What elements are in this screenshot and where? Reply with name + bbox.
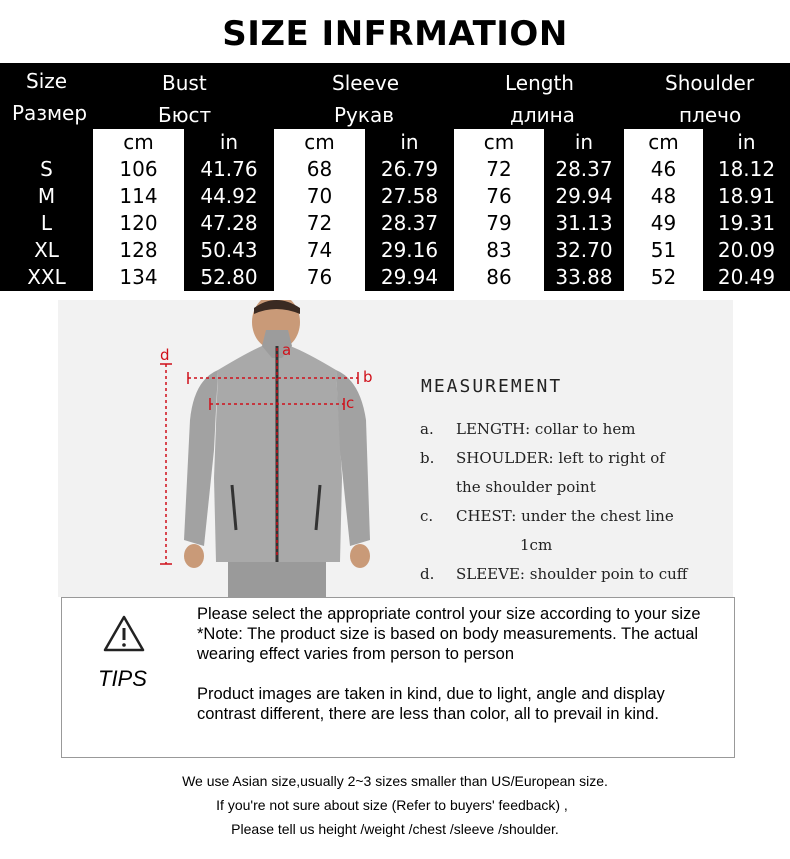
column-header-length-ru: длина bbox=[510, 103, 575, 127]
size-label: L bbox=[40, 211, 53, 235]
table-cell: 20.09 bbox=[703, 237, 790, 264]
table-cell: 114 bbox=[93, 183, 184, 210]
column-header-shoulder-ru: плечо bbox=[679, 103, 742, 127]
size-label: XXL bbox=[27, 265, 66, 289]
measurement-length: LENGTH: collar to hem bbox=[456, 420, 636, 438]
table-cell: 72 bbox=[454, 156, 544, 183]
measurement-title: MEASUREMENT bbox=[421, 376, 563, 397]
measurement-shoulder-cont: the shoulder point bbox=[456, 478, 596, 496]
measurement-sleeve: SLEEVE: shoulder poin to cuff bbox=[456, 565, 688, 583]
marker-c: c bbox=[346, 394, 355, 412]
table-cell: 29.16 bbox=[365, 237, 454, 264]
table-cell: 20.49 bbox=[703, 264, 790, 291]
table-cell: 86 bbox=[454, 264, 544, 291]
size-header-ru: Размер bbox=[12, 101, 88, 125]
size-label: M bbox=[37, 184, 56, 208]
footer-note-feedback: If you're not sure about size (Refer to buyers' feedback) , bbox=[216, 797, 568, 813]
table-cell: 50.43 bbox=[184, 237, 274, 264]
size-header-en: Size bbox=[26, 69, 68, 93]
table-cell: 52 bbox=[624, 264, 703, 291]
marker-b: b bbox=[363, 368, 373, 386]
measurement-key-a: a. bbox=[420, 420, 434, 438]
measurement-key-d: d. bbox=[420, 565, 435, 583]
table-cell: 48 bbox=[624, 183, 703, 210]
table-cell: 52.80 bbox=[184, 264, 274, 291]
table-cell: 28.37 bbox=[544, 156, 624, 183]
footer-note-sizing: We use Asian size,usually 2~3 sizes smaller than US/European size. bbox=[182, 773, 608, 789]
table-cell: 49 bbox=[624, 210, 703, 237]
table-cell: 29.94 bbox=[544, 183, 624, 210]
table-cell: 76 bbox=[454, 183, 544, 210]
column-header-sleeve-ru: Рукав bbox=[334, 103, 395, 127]
column-header-bust: Bust bbox=[162, 71, 207, 95]
table-cell: 27.58 bbox=[365, 183, 454, 210]
table-cell: 29.94 bbox=[365, 264, 454, 291]
unit-length-cm: cm bbox=[454, 129, 544, 156]
tip-line: contrast different, there are less than color, all to prevail in kind. bbox=[197, 705, 659, 723]
table-cell: 32.70 bbox=[544, 237, 624, 264]
measurement-panel bbox=[58, 300, 733, 597]
measurement-chest-cont: 1cm bbox=[520, 536, 553, 554]
footer-note-request: Please tell us height /weight /chest /sleeve /shoulder. bbox=[231, 821, 559, 837]
column-header-length: Length bbox=[505, 71, 574, 95]
size-table bbox=[0, 63, 790, 291]
table-cell: 76 bbox=[274, 264, 365, 291]
size-label: XL bbox=[34, 238, 59, 262]
measurement-shoulder: SHOULDER: left to right of bbox=[456, 449, 665, 467]
size-label: S bbox=[40, 157, 53, 181]
tip-line: Please select the appropriate control your size according to your size bbox=[197, 605, 701, 623]
table-cell: 106 bbox=[93, 156, 184, 183]
unit-sleeve-in: in bbox=[365, 129, 454, 156]
marker-d: d bbox=[160, 346, 170, 364]
table-cell: 28.37 bbox=[365, 210, 454, 237]
table-cell: 74 bbox=[274, 237, 365, 264]
table-cell: 79 bbox=[454, 210, 544, 237]
table-cell: 26.79 bbox=[365, 156, 454, 183]
unit-shoulder-cm: cm bbox=[624, 129, 703, 156]
table-cell: 83 bbox=[454, 237, 544, 264]
column-header-sleeve: Sleeve bbox=[332, 71, 400, 95]
column-header-bust-ru: Бюст bbox=[158, 103, 212, 127]
table-cell: 70 bbox=[274, 183, 365, 210]
table-cell: 19.31 bbox=[703, 210, 790, 237]
unit-bust-in: in bbox=[184, 129, 274, 156]
table-cell: 33.88 bbox=[544, 264, 624, 291]
unit-shoulder-in: in bbox=[703, 129, 790, 156]
measurement-key-c: c. bbox=[420, 507, 434, 525]
measurement-chest: CHEST: under the chest line bbox=[456, 507, 674, 525]
table-cell: 68 bbox=[274, 156, 365, 183]
table-cell: 46 bbox=[624, 156, 703, 183]
table-cell: 47.28 bbox=[184, 210, 274, 237]
table-cell: 51 bbox=[624, 237, 703, 264]
jacket-model-illustration bbox=[158, 300, 388, 597]
unit-length-in: in bbox=[544, 129, 624, 156]
tip-line: wearing effect varies from person to person bbox=[197, 645, 515, 663]
tips-box bbox=[61, 597, 735, 758]
table-cell: 41.76 bbox=[184, 156, 274, 183]
table-cell: 18.91 bbox=[703, 183, 790, 210]
marker-a: a bbox=[282, 341, 292, 359]
tips-label: TIPS bbox=[98, 666, 147, 691]
table-cell: 44.92 bbox=[184, 183, 274, 210]
page-title: SIZE INFRMATION bbox=[222, 14, 568, 54]
tip-line: Product images are taken in kind, due to light, angle and display bbox=[197, 685, 665, 703]
measurement-key-b: b. bbox=[420, 449, 435, 467]
warning-icon bbox=[102, 614, 146, 654]
table-cell: 120 bbox=[93, 210, 184, 237]
table-cell: 31.13 bbox=[544, 210, 624, 237]
table-cell: 72 bbox=[274, 210, 365, 237]
unit-sleeve-cm: cm bbox=[274, 129, 365, 156]
unit-bust-cm: cm bbox=[93, 129, 184, 156]
table-cell: 128 bbox=[93, 237, 184, 264]
column-header-shoulder: Shoulder bbox=[665, 71, 755, 95]
table-cell: 18.12 bbox=[703, 156, 790, 183]
tip-line: *Note: The product size is based on body measurements. The actual bbox=[197, 625, 699, 643]
table-cell: 134 bbox=[93, 264, 184, 291]
